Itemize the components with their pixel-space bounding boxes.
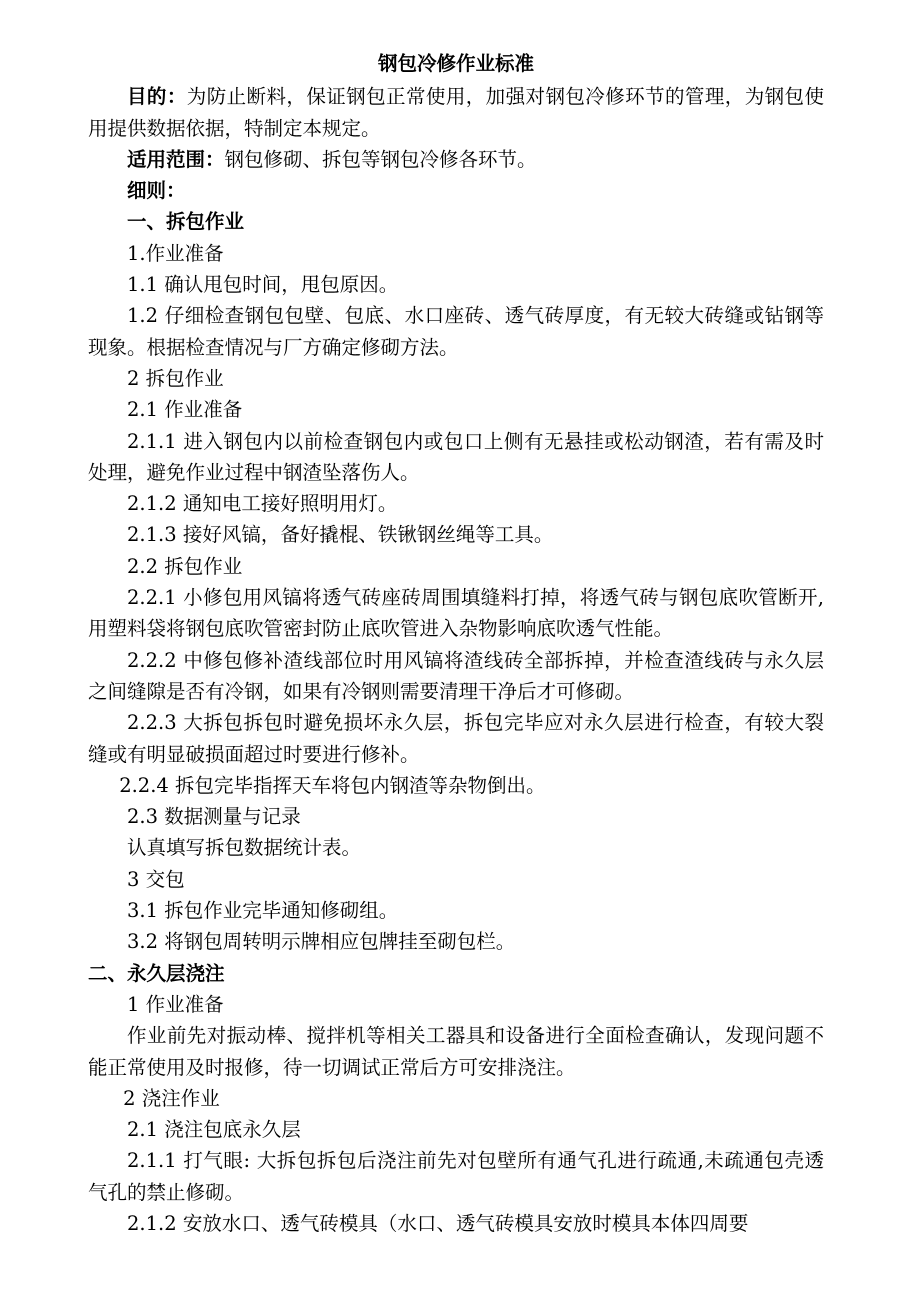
- s1-item-2-2-1: 2.2.1 小修包用风镐将透气砖座砖周围填缝料打掉，将透气砖与钢包底吹管断开,用塑料袋将钢包底吹管密封防止底吹管进入杂物影响底吹透气性能。: [88, 586, 824, 641]
- s1-item-2-2-4: 2.2.4 拆包完毕指挥天车将包内钢渣等杂物倒出。: [119, 773, 546, 797]
- s1-item-2-2: 2.2 拆包作业: [127, 554, 243, 578]
- purpose-text: 为防止断料，保证钢包正常使用，加强对钢包冷修环节的管理，为钢包使用提供数据依据，特制定本规定。: [88, 85, 824, 140]
- s1-item-2-2-3: 2.2.3 大拆包拆包时避免损坏永久层，拆包完毕应对永久层进行检查，有较大裂缝或有明显破损面超过时要进行修补。: [88, 711, 824, 766]
- detail-label: 细则：: [127, 179, 186, 203]
- s2-item-2-1-2: 2.1.2 安放水口、透气砖模具（水口、透气砖模具安放时模具本体四周要: [127, 1211, 749, 1235]
- document-title: 钢包冷修作业标准: [377, 52, 534, 75]
- purpose-paragraph: [88, 81, 824, 144]
- s1-item-2-1-3: 2.1.3 接好风镐，备好撬棍、铁锹钢丝绳等工具。: [127, 523, 554, 547]
- s1-item-2-1-2: 2.1.2 通知电工接好照明用灯。: [127, 492, 398, 516]
- s2-item-1-text: 作业前先对振动棒、搅拌机等相关工器具和设备进行全面检查确认，发现问题不能正常使用及时报修，待一切调试正常后方可安排浇注。: [88, 1024, 824, 1079]
- s1-item-3-2: 3.2 将钢包周转明示牌相应包牌挂至砌包栏。: [127, 930, 516, 954]
- s1-item-1: 1.作业准备: [127, 241, 224, 265]
- s1-item-1-2: 1.2 仔细检查钢包包壁、包底、水口座砖、透气砖厚度，有无较大砖缝或钻钢等现象。根据检查情况与厂方确定修砌方法。: [88, 304, 824, 359]
- s2-item-2-1: 2.1 浇注包底永久层: [127, 1118, 301, 1142]
- s2-item-2-1-1: 2.1.1 打气眼: 大拆包拆包后浇注前先对包壁所有通气孔进行疏通,未疏通包壳透气孔的禁止修砌。: [88, 1149, 824, 1204]
- s1-item-2-3-text: 认真填写拆包数据统计表。: [127, 836, 362, 860]
- section-2-heading: 二、永久层浇注: [88, 961, 225, 985]
- scope-text: 钢包修砌、拆包等钢包冷修各环节。: [224, 147, 537, 171]
- s1-item-2-2-2: 2.2.2 中修包修补渣线部位时用风镐将渣线砖全部拆掉，并检查渣线砖与永久层之间缝隙是否有冷钢，如果有冷钢则需要清理干净后才可修砌。: [88, 648, 824, 703]
- s1-item-2-1-1: 2.1.1 进入钢包内以前检查钢包内或包口上侧有无悬挂或松动钢渣，若有需及时处理，避免作业过程中钢渣坠落伤人。: [88, 429, 824, 484]
- purpose-label: 目的：: [127, 85, 187, 109]
- section-1-heading: 一、拆包作业: [127, 210, 245, 234]
- s1-item-3-1: 3.1 拆包作业完毕通知修砌组。: [127, 899, 399, 923]
- s1-item-1-1: 1.1 确认甩包时间，甩包原因。: [127, 273, 399, 297]
- scope-label: 适用范围：: [127, 147, 225, 171]
- s1-item-3: 3 交包: [127, 867, 185, 891]
- scope-paragraph: [88, 144, 824, 175]
- s1-item-2: 2 拆包作业: [127, 366, 224, 390]
- s2-item-1: 1 作业准备: [127, 992, 224, 1016]
- s1-item-2-1: 2.1 作业准备: [127, 398, 243, 422]
- s2-item-2: 2 浇注作业: [123, 1086, 220, 1110]
- s1-item-2-3: 2.3 数据测量与记录: [127, 805, 301, 829]
